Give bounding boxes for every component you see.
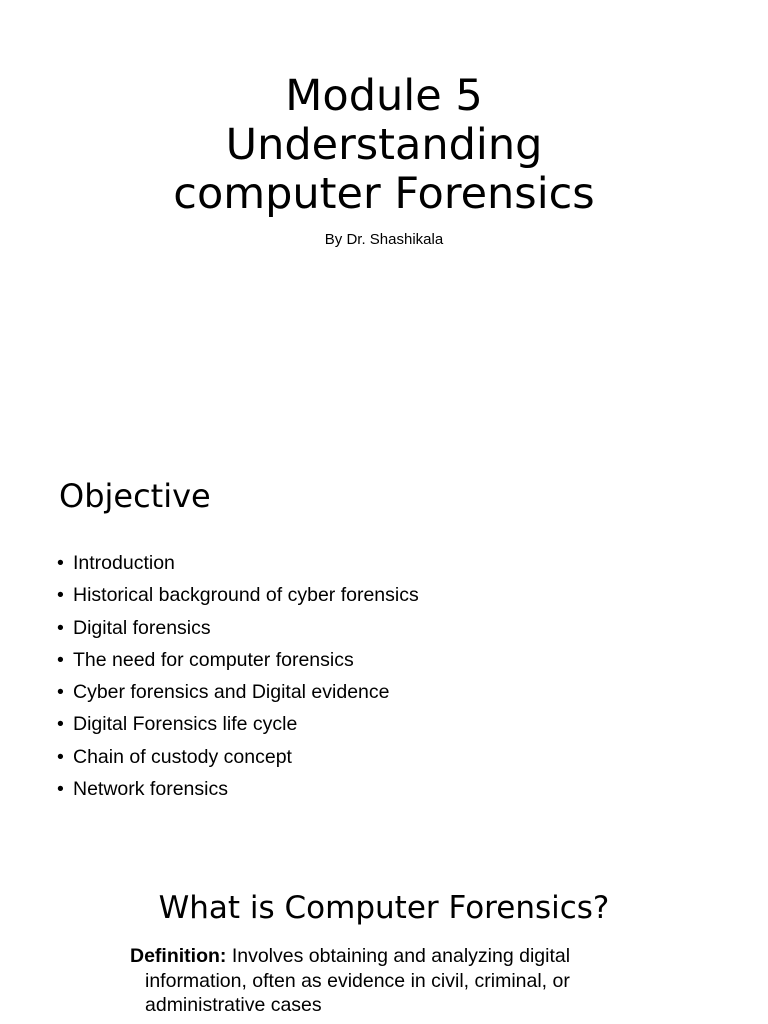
list-item-text: Digital forensics [73, 616, 211, 639]
list-item [57, 547, 419, 579]
bullet-icon: • [57, 778, 64, 801]
list-item-text: Chain of custody concept [73, 745, 292, 768]
bullet-icon: • [57, 552, 64, 574]
list-item-text: The need for computer forensics [73, 648, 354, 671]
list-item [57, 708, 419, 740]
list-item-text: Digital Forensics life cycle [73, 713, 298, 736]
objective-heading: Objective [59, 477, 211, 515]
title-line: Understanding [225, 120, 543, 170]
bullet-icon: • [57, 745, 64, 768]
author-subtitle: By Dr. Shashikala [324, 231, 444, 248]
definition-label: Definition: [130, 945, 227, 967]
slide-objective [0, 432, 768, 864]
slide-title [0, 0, 768, 432]
list-item [57, 612, 419, 644]
definition-paragraph [130, 944, 665, 1018]
list-item [57, 773, 419, 805]
list-item-text: Network forensics [73, 778, 228, 801]
list-item [57, 741, 419, 773]
definition-text: Involves obtaining and analyzing digital information, often as evidence in civil, criminal, or administrative cases [145, 945, 571, 1016]
bullet-icon: • [57, 648, 64, 671]
objective-list [57, 547, 419, 805]
list-item [57, 676, 419, 708]
slide-definition [0, 864, 768, 1024]
definition-slide-heading: What is Computer Forensics? [158, 890, 610, 926]
bullet-icon: • [57, 616, 64, 639]
list-item [57, 579, 419, 611]
bullet-icon: • [57, 681, 64, 704]
slide-title-heading [0, 72, 768, 219]
title-line: computer Forensics [173, 169, 595, 219]
list-item-text: Cyber forensics and Digital evidence [73, 681, 390, 704]
title-line: Module 5 [285, 71, 483, 121]
bullet-icon: • [57, 713, 64, 736]
bullet-icon: • [57, 584, 64, 607]
list-item-text: Historical background of cyber forensics [73, 584, 419, 607]
list-item-text: Introduction [73, 552, 175, 574]
list-item [57, 644, 419, 676]
